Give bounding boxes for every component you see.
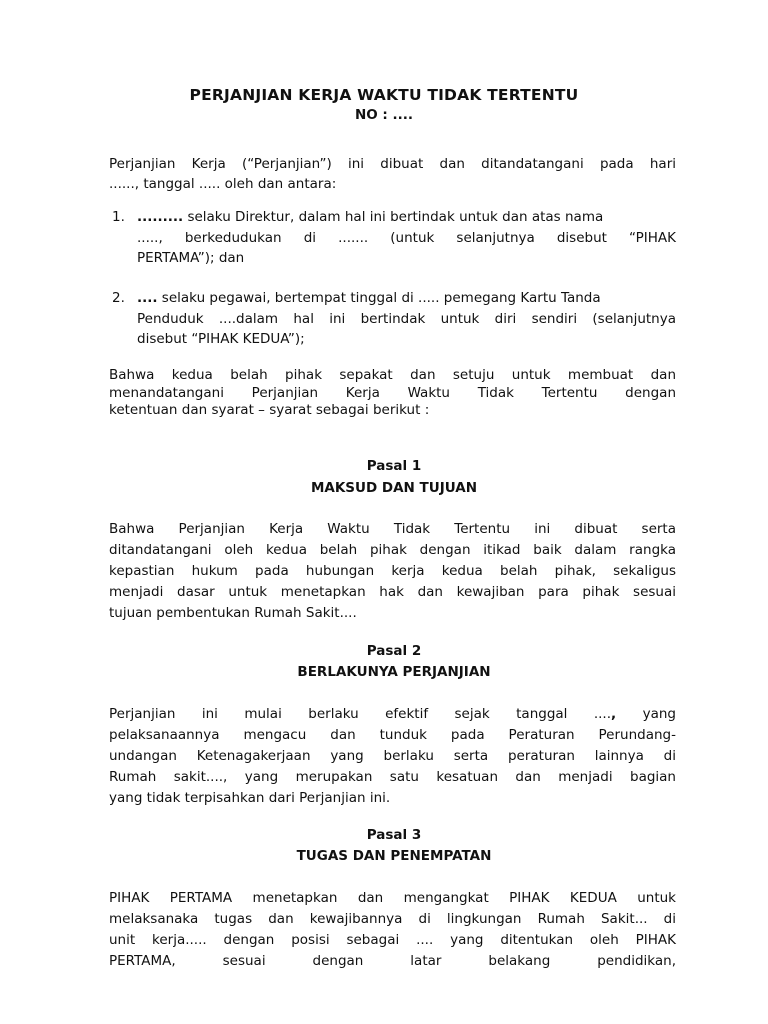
list-number: 1.: [112, 209, 125, 225]
intro-line: ......, tanggal ..... oleh dan antara:: [109, 176, 337, 192]
party-second-line: Penduduk ....dalam hal ini bertindak untuk diri sendiri (selanjutnya: [137, 310, 676, 327]
pasal-3-heading: TUGAS DAN PENEMPATAN: [296, 848, 492, 864]
party-second-line: disebut “PIHAK KEDUA”);: [137, 331, 305, 347]
intro-paragraph: [109, 154, 676, 194]
party-first-name: .........: [137, 209, 184, 225]
list-number: 2.: [112, 290, 125, 306]
party-second-line: [137, 288, 676, 309]
pasal-3-line: PERTAMA, sesuai dengan latar belakang pendidikan,: [109, 953, 676, 969]
pasal-2-line: pelaksanaannya mengacu dan tunduk pada Peraturan Perundang-: [109, 727, 676, 743]
pasal-1-paragraph: [109, 519, 676, 624]
pasal-1-line: Bahwa Perjanjian Kerja Waktu Tidak Tertentu ini dibuat serta: [109, 521, 676, 537]
pasal-2-comma: ,: [611, 706, 617, 722]
party-first-line: ....., berkedudukan di ....... (untuk selanjutnya disebut “PIHAK: [137, 229, 676, 246]
pasal-1-line: tujuan pembentukan Rumah Sakit....: [109, 605, 357, 621]
pasal-2-paragraph: [109, 704, 676, 809]
party-first-role: selaku Direktur, dalam hal ini bertindak untuk dan atas nama: [183, 209, 604, 225]
pasal-3-label: Pasal 3: [366, 827, 422, 843]
pasal-3-line: PIHAK PERTAMA menetapkan dan mengangkat PIHAK KEDUA untuk: [109, 890, 676, 906]
party-first-item: [109, 207, 676, 269]
pasal-2-text: yang: [616, 706, 676, 722]
party-second-role: selaku pegawai, bertempat tinggal di ..... pemegang Kartu Tanda: [157, 290, 601, 306]
pasal-1-line: ditandatangani oleh kedua belah pihak dengan itikad baik dalam rangka: [109, 542, 676, 558]
party-second-item: [109, 288, 676, 350]
pasal-1-label: Pasal 1: [366, 458, 422, 474]
party-first-line: PERTAMA”); dan: [137, 250, 245, 266]
pasal-3-line: melaksanaka tugas dan kewajibannya di lingkungan Rumah Sakit... di: [109, 911, 676, 927]
pasal-1-heading: MAKSUD DAN TUJUAN: [310, 480, 478, 496]
agreement-line: menandatangani Perjanjian Kerja Waktu Tidak Tertentu dengan: [109, 384, 676, 401]
pasal-1-line: menjadi dasar untuk menetapkan hak dan kewajiban para pihak sesuai: [109, 584, 676, 600]
pasal-2-text: Perjanjian ini mulai berlaku efektif sejak tanggal ....: [109, 706, 612, 722]
pasal-1-line: kepastian hukum pada hubungan kerja kedua belah pihak, sekaligus: [109, 563, 676, 579]
pasal-3-line: unit kerja..... dengan posisi sebagai .... yang ditentukan oleh PIHAK: [109, 932, 676, 948]
pasal-3-paragraph: [109, 888, 676, 972]
agreement-paragraph: [109, 367, 676, 420]
agreement-line: ketentuan dan syarat – syarat sebagai berikut :: [109, 402, 430, 418]
pasal-2-heading: BERLAKUNYA PERJANJIAN: [297, 664, 491, 680]
pasal-2-label: Pasal 2: [366, 643, 422, 659]
document-title: PERJANJIAN KERJA WAKTU TIDAK TERTENTU: [189, 86, 579, 104]
pasal-2-line: Rumah sakit...., yang merupakan satu kesatuan dan menjadi bagian: [109, 769, 676, 785]
pasal-2-line: [109, 704, 676, 725]
document-number: NO : ....: [354, 107, 414, 123]
pasal-2-line: yang tidak terpisahkan dari Perjanjian ini.: [109, 790, 391, 806]
pasal-2-line: undangan Ketenagakerjaan yang berlaku serta peraturan lainnya di: [109, 748, 676, 764]
intro-line: Perjanjian Kerja (“Perjanjian”) ini dibuat dan ditandatangani pada hari: [109, 156, 676, 172]
agreement-line: Bahwa kedua belah pihak sepakat dan setuju untuk membuat dan: [109, 367, 676, 383]
party-first-line: [137, 207, 676, 228]
party-second-name: ....: [137, 290, 158, 306]
